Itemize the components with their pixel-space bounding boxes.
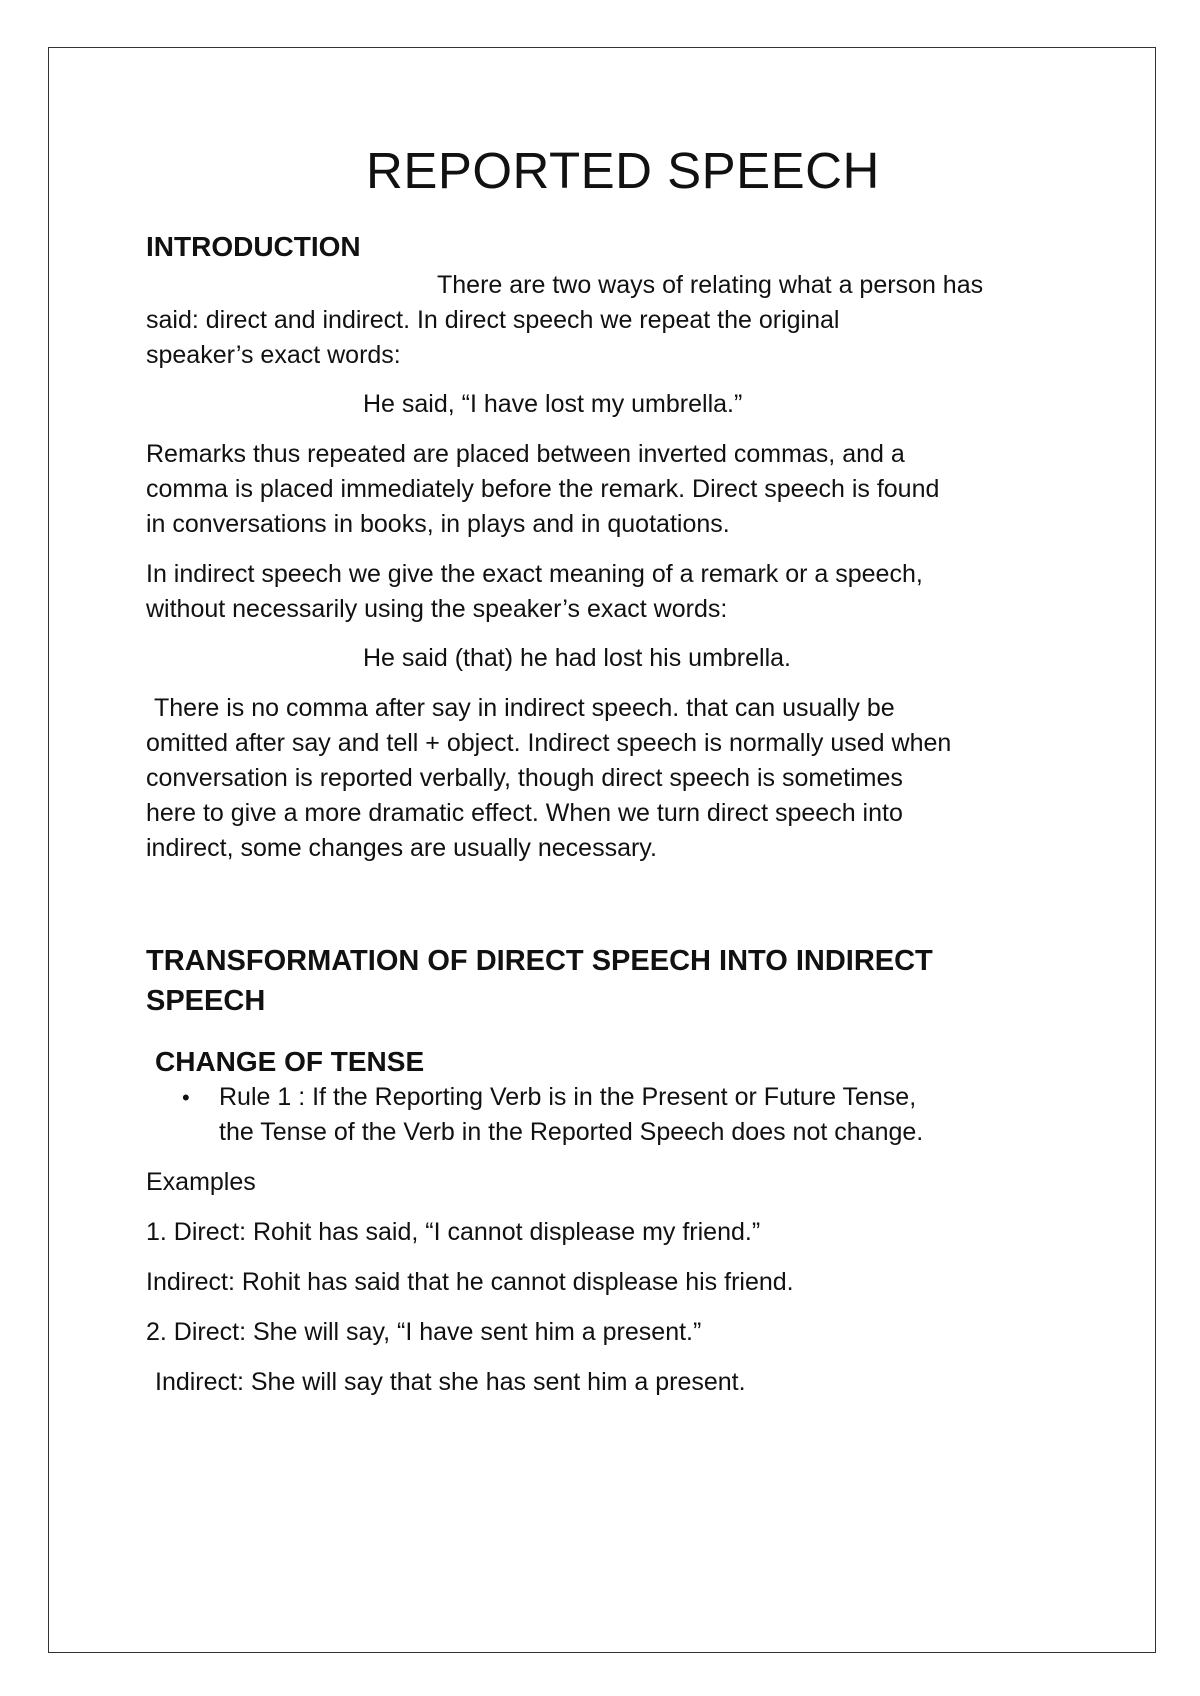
- example-1-indirect: Indirect: Rohit has said that he cannot displease his friend.: [146, 1268, 794, 1296]
- indirect-speech-example: He said (that) he had lost his umbrella.: [363, 644, 791, 672]
- introduction-heading: INTRODUCTION: [146, 231, 361, 262]
- heading-line: SPEECH: [146, 985, 266, 1017]
- text-line: In indirect speech we give the exact meaning of a remark or a speech,: [146, 560, 923, 588]
- bullet-icon: •: [182, 1085, 190, 1110]
- page-title: REPORTED SPEECH: [366, 142, 880, 199]
- text-line: in conversations in books, in plays and in quotations.: [146, 510, 730, 538]
- text-line: conversation is reported verbally, though direct speech is sometimes: [146, 764, 903, 792]
- text-line: said: direct and indirect. In direct speech we repeat the original: [146, 306, 840, 334]
- text-line: There is no comma after say in indirect speech. that can usually be: [154, 694, 895, 722]
- example-2-direct: 2. Direct: She will say, “I have sent him a present.”: [146, 1318, 702, 1346]
- direct-speech-example: He said, “I have lost my umbrella.”: [363, 390, 743, 418]
- text-line: omitted after say and tell + object. Indirect speech is normally used when: [146, 729, 952, 757]
- text-line: Rule 1 : If the Reporting Verb is in the Present or Future Tense,: [219, 1083, 917, 1111]
- rule-1-item: [146, 1080, 1066, 1150]
- text-line: without necessarily using the speaker’s exact words:: [146, 595, 728, 623]
- examples-label: Examples: [146, 1168, 256, 1196]
- text-line: indirect, some changes are usually necessary.: [146, 834, 657, 862]
- text-line: comma is placed immediately before the remark. Direct speech is found: [146, 475, 940, 503]
- heading-line: TRANSFORMATION OF DIRECT SPEECH INTO INDIRECT: [146, 945, 933, 977]
- transformation-heading: [146, 941, 1066, 1021]
- text-line: speaker’s exact words:: [146, 341, 401, 369]
- text-line: There are two ways of relating what a person has: [437, 271, 984, 299]
- example-1-direct: 1. Direct: Rohit has said, “I cannot displease my friend.”: [146, 1218, 761, 1246]
- example-2-indirect: Indirect: She will say that she has sent him a present.: [155, 1368, 746, 1396]
- introduction-paragraph-2: [146, 437, 1066, 542]
- change-of-tense-heading: CHANGE OF TENSE: [155, 1046, 425, 1077]
- text-line: here to give a more dramatic effect. When we turn direct speech into: [146, 799, 903, 827]
- introduction-paragraph-4: [146, 691, 1066, 866]
- text-line: Remarks thus repeated are placed between inverted commas, and a: [146, 440, 905, 468]
- rule-list: [146, 1080, 1066, 1150]
- text-line: the Tense of the Verb in the Reported Speech does not change.: [219, 1118, 924, 1146]
- document-body: [146, 140, 1066, 1400]
- introduction-paragraph-1: [146, 268, 1066, 373]
- introduction-paragraph-3: [146, 557, 1066, 627]
